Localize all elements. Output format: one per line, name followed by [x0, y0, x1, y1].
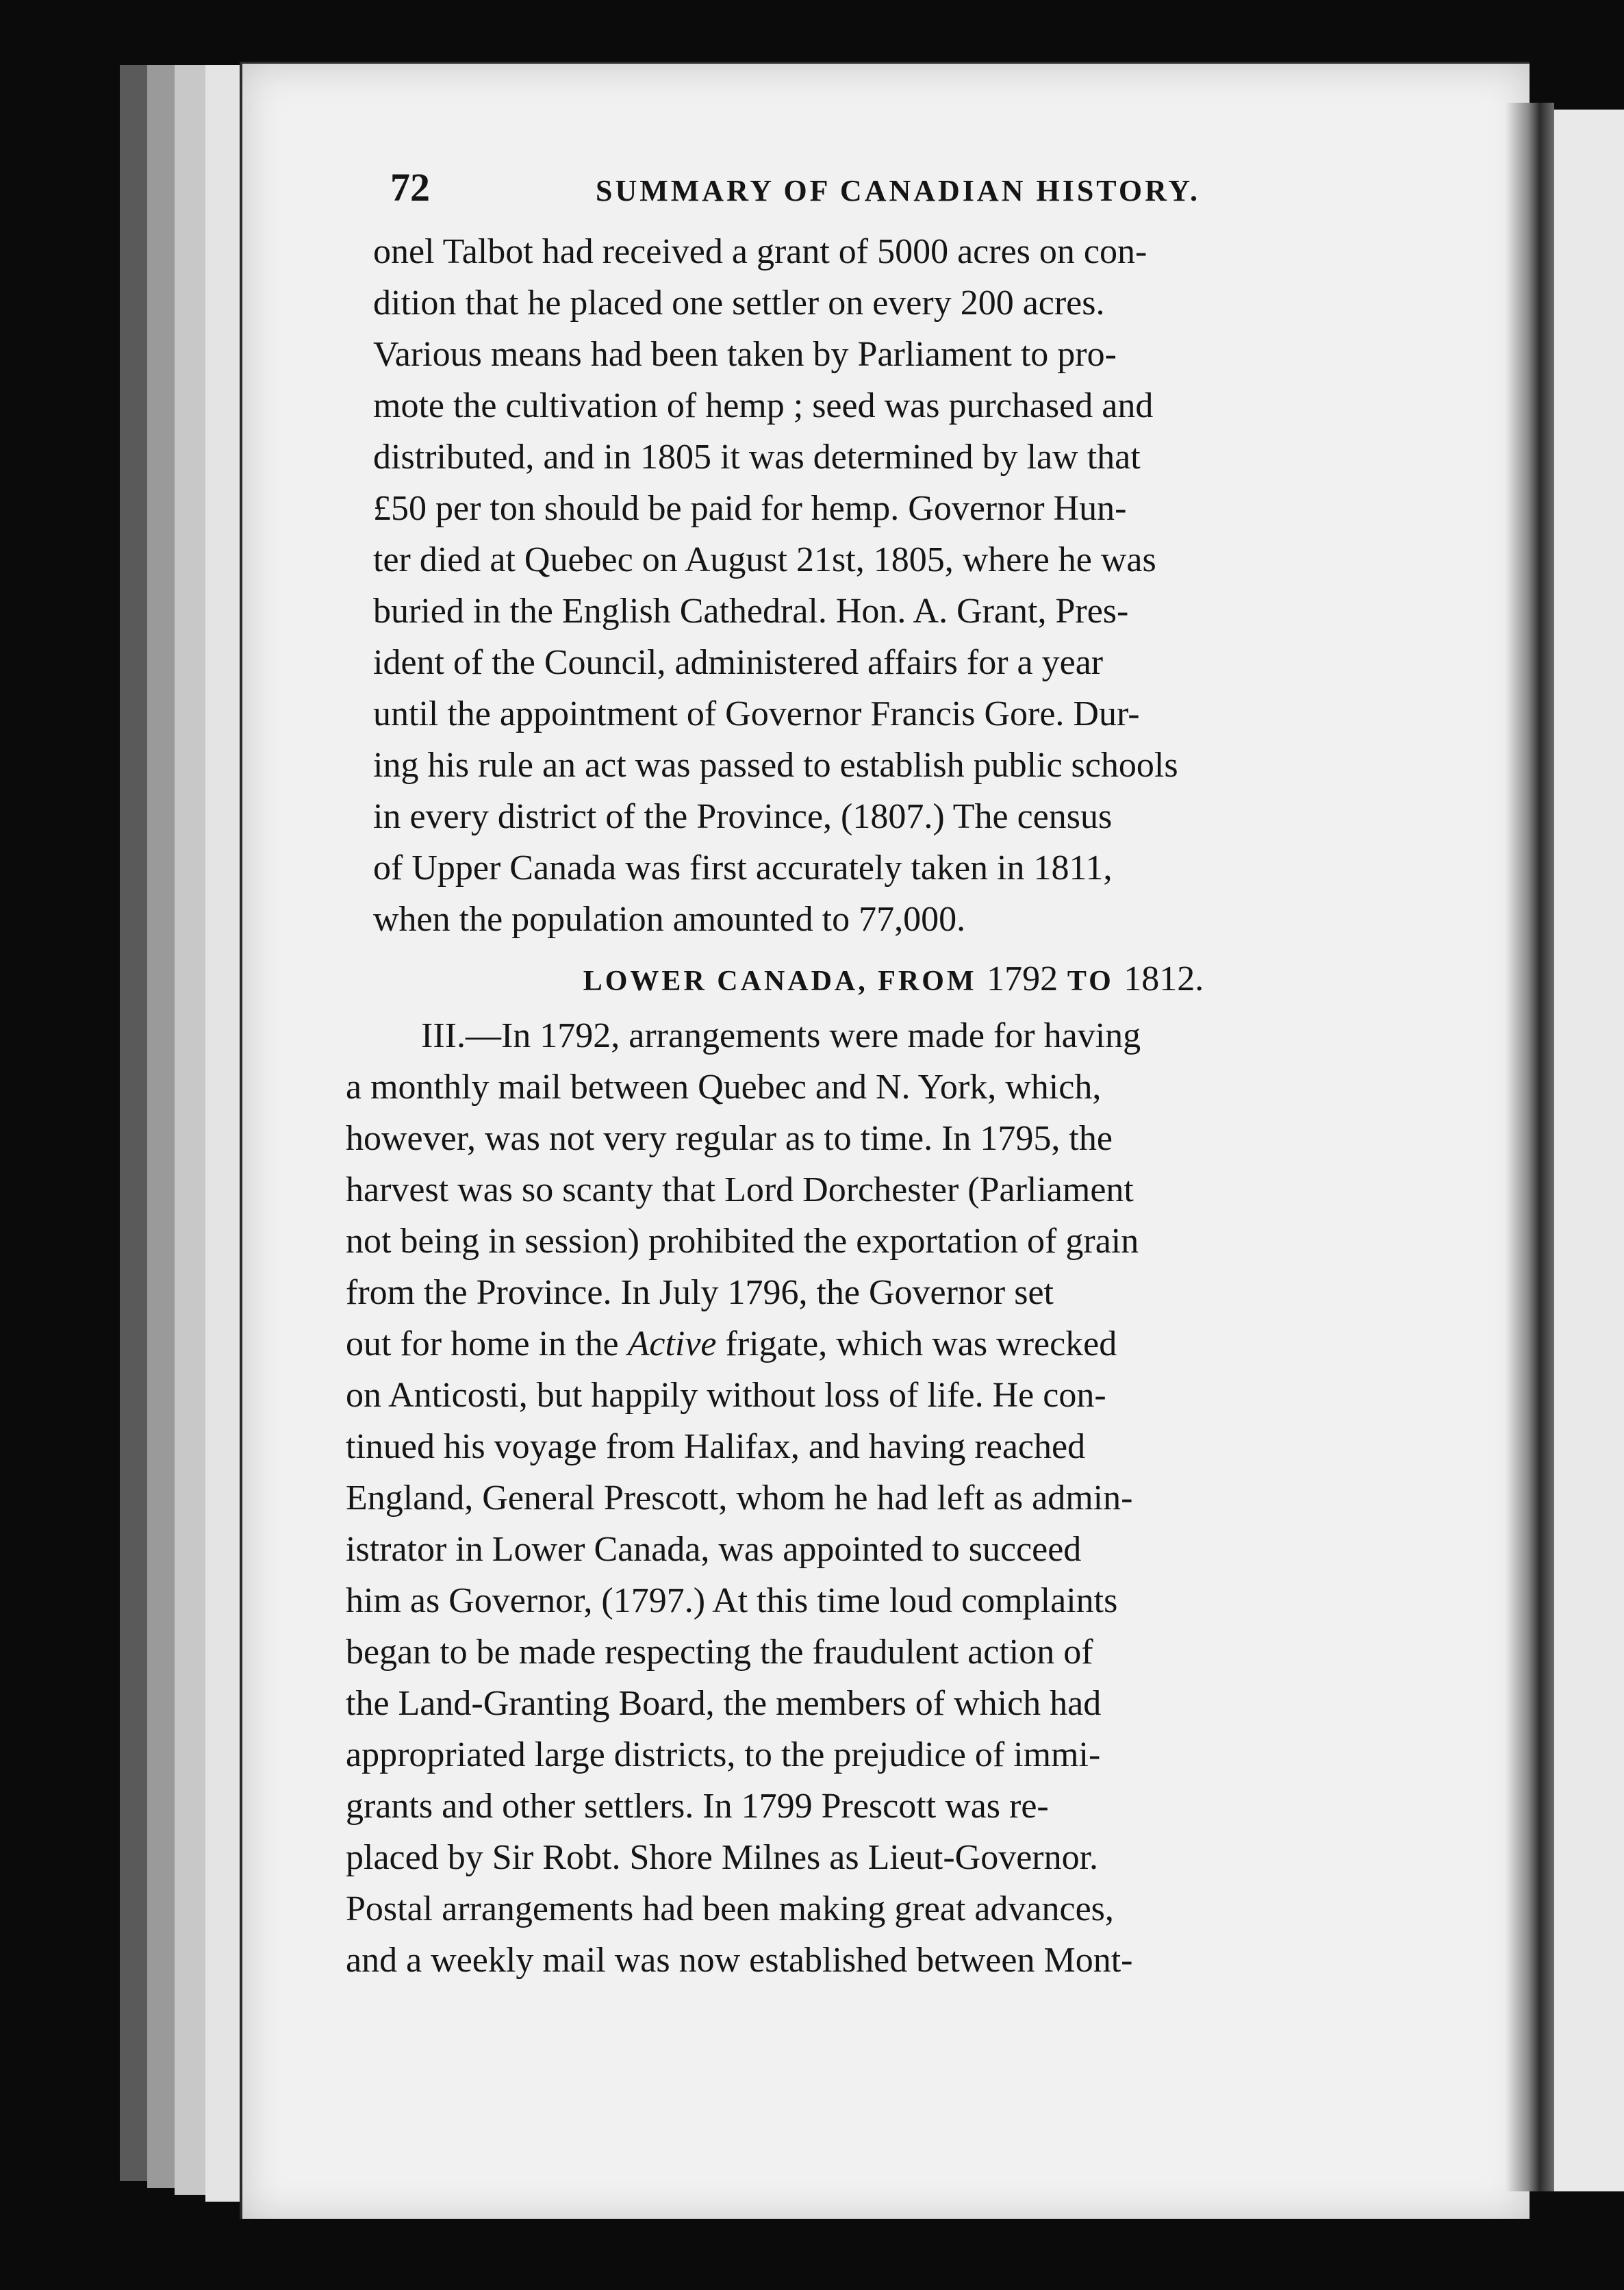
text-line: when the population amounted to 77,000. — [373, 900, 966, 939]
text-segment: frigate, which was wrecked — [725, 1324, 1117, 1363]
section-heading-to: TO — [1067, 966, 1114, 997]
page-edge-3 — [175, 65, 207, 2195]
text-line: placed by Sir Robt. Shore Milnes as Lieut-Governor. — [346, 1838, 1099, 1877]
text-line: ident of the Council, administered affairs for a year — [373, 643, 1104, 682]
paragraph-lower-canada — [346, 1010, 1414, 1986]
text-line: on Anticosti, but happily without loss of life. He con- — [346, 1376, 1106, 1415]
text-line: ter died at Quebec on August 21st, 1805, where he was — [373, 540, 1156, 579]
facing-page-edge — [1554, 110, 1624, 2191]
text-line: however, was not very regular as to time. In 1795, the — [346, 1119, 1113, 1158]
text-line: not being in session) prohibited the exportation of grain — [346, 1222, 1139, 1261]
text-line: began to be made respecting the fraudulent action of — [346, 1633, 1093, 1672]
text-line: dition that he placed one settler on every 200 acres. — [373, 284, 1105, 323]
text-line: him as Governor, (1797.) At this time loud complaints — [346, 1581, 1118, 1620]
book-binding-gutter — [1506, 103, 1554, 2191]
page-number: 72 — [390, 165, 430, 210]
ship-name-italic: Active — [627, 1324, 717, 1363]
section-heading-from-year: 1792 — [987, 959, 1058, 998]
running-head-title: SUMMARY OF CANADIAN HISTORY. — [596, 174, 1201, 207]
page-edge-outer — [120, 65, 149, 2181]
running-head — [346, 164, 1414, 226]
text-line: buried in the English Cathedral. Hon. A. Grant, Pres- — [373, 592, 1129, 631]
text-segment: out for home in the — [346, 1324, 619, 1363]
text-line: distributed, and in 1805 it was determined by law that — [373, 438, 1141, 477]
scan-bottom-border — [240, 2219, 1624, 2290]
section-heading — [373, 953, 1414, 1005]
text-line — [346, 1318, 1414, 1370]
page-text-block — [346, 164, 1414, 1986]
text-line: England, General Prescott, whom he had left as admin- — [346, 1479, 1133, 1518]
text-line: until the appointment of Governor Francis Gore. Dur- — [373, 694, 1140, 733]
text-line: onel Talbot had received a grant of 5000 acres on con- — [373, 232, 1147, 271]
section-heading-to-year: 1812. — [1124, 959, 1204, 998]
text-line: Postal arrangements had been making great advances, — [346, 1889, 1114, 1928]
text-line: ing his rule an act was passed to establish public schools — [373, 746, 1178, 785]
page-edge-2 — [147, 65, 177, 2188]
text-line: appropriated large districts, to the prejudice of immi- — [346, 1735, 1101, 1774]
page-edge-inner — [205, 65, 242, 2202]
text-line: grants and other settlers. In 1799 Prescott was re- — [346, 1787, 1049, 1826]
text-line: mote the cultivation of hemp ; seed was purchased and — [373, 386, 1154, 425]
text-line: harvest was so scanty that Lord Dorchester (Parliament — [346, 1170, 1134, 1209]
text-line: in every district of the Province, (1807.) The census — [373, 797, 1113, 836]
text-line: from the Province. In July 1796, the Governor set — [346, 1273, 1054, 1312]
text-line: and a weekly mail was now established between Mont- — [346, 1941, 1133, 1980]
text-line: a monthly mail between Quebec and N. York, which, — [346, 1068, 1102, 1107]
section-heading-text: LOWER CANADA, FROM — [583, 966, 977, 997]
text-line: III.—In 1792, arrangements were made for having — [421, 1016, 1141, 1055]
text-line: £50 per ton should be paid for hemp. Governor Hun- — [373, 489, 1127, 528]
text-line: the Land-Granting Board, the members of which had — [346, 1684, 1102, 1723]
text-line: of Upper Canada was first accurately taken in 1811, — [373, 848, 1113, 888]
text-line: Various means had been taken by Parliament to pro- — [373, 335, 1117, 374]
text-line: tinued his voyage from Halifax, and having reached — [346, 1427, 1086, 1466]
paragraph-upper-canada — [346, 226, 1414, 945]
text-line: istrator in Lower Canada, was appointed to succeed — [346, 1530, 1082, 1569]
